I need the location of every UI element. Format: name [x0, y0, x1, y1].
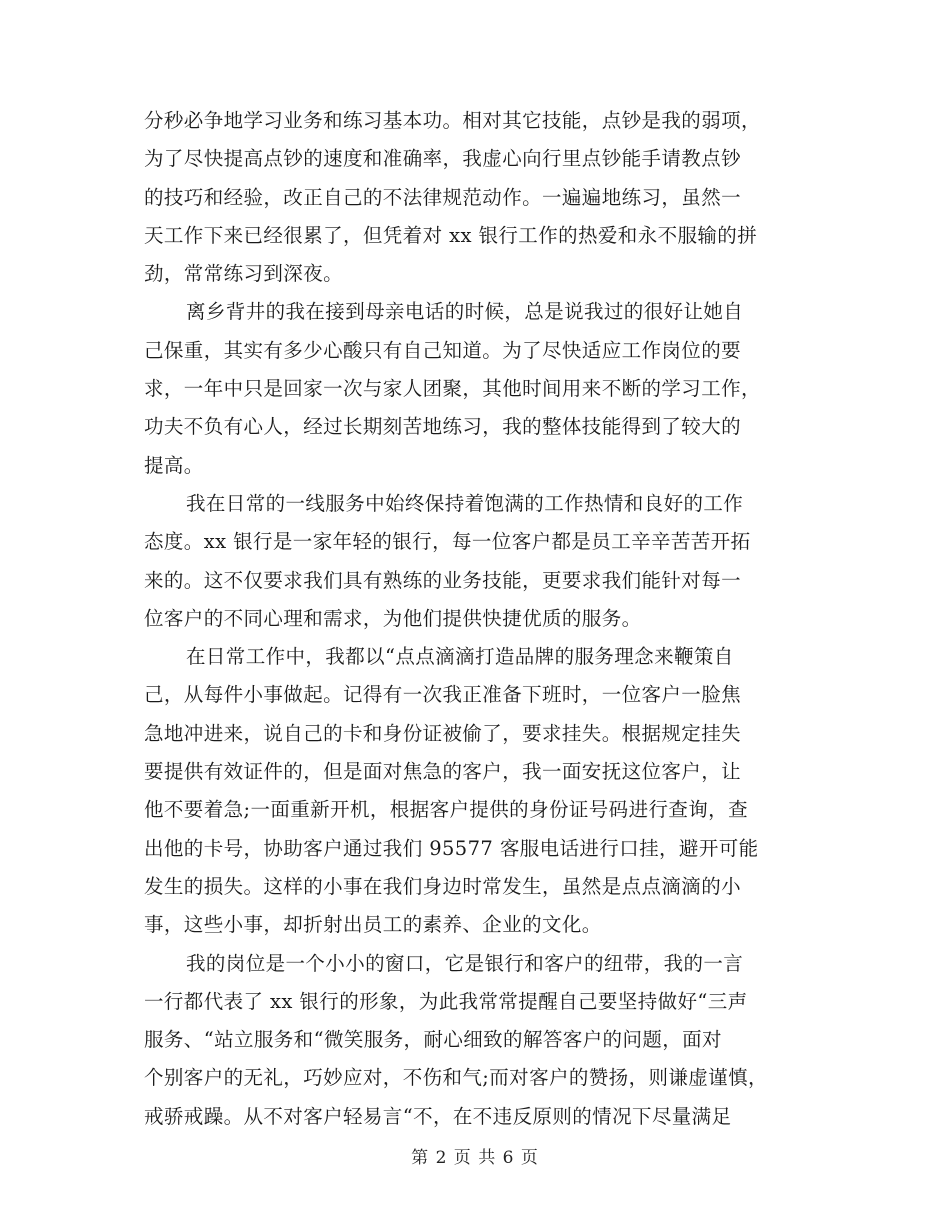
text-line: 己保重，其实有多少心酸只有自己知道。为了尽快适应工作岗位的要	[144, 338, 742, 362]
text-line: 离乡背井的我在接到母亲电话的时候，总是说我过的很好让她自	[186, 300, 744, 324]
text-line: 位客户的不同心理和需求，为他们提供快捷优质的服务。	[144, 606, 642, 630]
text-line: 来的。这不仅要求我们具有熟练的业务技能，更要求我们能针对每一	[144, 568, 742, 592]
text-line: 一行都代表了 xx 银行的形象，为此我常常提醒自己要坚持做好“三声	[144, 989, 748, 1013]
text-line: 急地冲进来，说自己的卡和身份证被偷了，要求挂失。根据规定挂失	[144, 721, 742, 745]
text-line: 提高。	[144, 453, 204, 477]
text-line: 的技巧和经验，改正自己的不法律规范动作。一遍遍地练习，虽然一	[144, 185, 742, 209]
text-line: 我在日常的一线服务中始终保持着饱满的工作热情和良好的工作	[186, 491, 744, 515]
text-line: 出他的卡号，协助客户通过我们 95577 客服电话进行口挂，避开可能	[144, 836, 759, 860]
text-line: 他不要着急;一面重新开机，根据客户提供的身份证号码进行查询，查	[144, 798, 748, 822]
text-line: 个别客户的无礼，巧妙应对，不伤和气;而对客户的赞扬，则谦虚谨慎，	[144, 1066, 768, 1090]
text-line: 己，从每件小事做起。记得有一次我正准备下班时，一位客户一脸焦	[144, 683, 742, 707]
text-line: 态度。xx 银行是一家年轻的银行，每一位客户都是员工辛辛苦苦开拓	[144, 530, 751, 554]
text-line: 要提供有效证件的，但是面对焦急的客户，我一面安抚这位客户，让	[144, 760, 742, 784]
text-line: 发生的损失。这样的小事在我们身边时常发生，虽然是点点滴滴的小	[144, 874, 742, 898]
text-line: 劲，常常练习到深夜。	[144, 262, 344, 286]
text-line: 戒骄戒躁。从不对客户轻易言“不，在不违反原则的情况下尽量满足	[144, 1104, 732, 1128]
text-line: 功夫不负有心人，经过长期刻苦地练习，我的整体技能得到了较大的	[144, 415, 742, 439]
text-line: 事，这些小事，却折射出员工的素养、企业的文化。	[144, 913, 602, 937]
text-line: 我的岗位是一个小小的窗口，它是银行和客户的纽带，我的一言	[186, 951, 744, 975]
document-body	[144, 102, 808, 1136]
text-line: 为了尽快提高点钞的速度和准确率，我虚心向行里点钞能手请教点钞	[144, 147, 742, 171]
text-line: 在日常工作中，我都以“点点滴滴打造品牌的服务理念来鞭策自	[186, 645, 734, 669]
page-footer: 第 2 页 共 6 页	[411, 1148, 539, 1168]
text-line: 天工作下来已经很累了，但凭着对 xx 银行工作的热爱和永不服输的拼	[144, 223, 758, 247]
text-line: 分秒必争地学习业务和练习基本功。相对其它技能，点钞是我的弱项，	[144, 109, 761, 132]
text-line: 求，一年中只是回家一次与家人团聚，其他时间用来不断的学习工作，	[144, 377, 761, 401]
text-line: 服务、“站立服务和“微笑服务，耐心细致的解答客户的问题，面对	[144, 1028, 722, 1052]
